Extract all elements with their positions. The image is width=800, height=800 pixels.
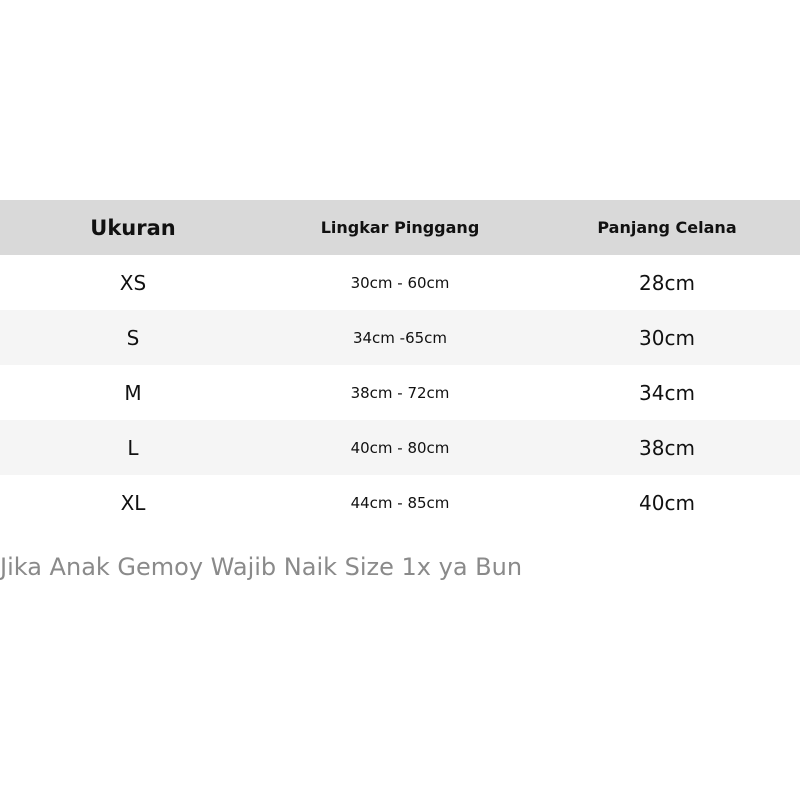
table-row — [0, 255, 800, 310]
table-row — [0, 420, 800, 475]
header-ukuran: Ukuran — [90, 215, 176, 240]
size-cell: XL — [120, 490, 146, 515]
table-header-row — [0, 200, 800, 255]
size-cell: L — [127, 435, 139, 460]
header-panjang-celana: Panjang Celana — [597, 218, 737, 237]
waist-cell: 40cm - 80cm — [350, 438, 450, 457]
length-cell: 34cm — [639, 380, 695, 405]
waist-cell: 30cm - 60cm — [350, 273, 450, 292]
table-row — [0, 310, 800, 365]
size-chart-table — [0, 200, 800, 530]
size-note: Jika Anak Gemoy Wajib Naik Size 1x ya Bun — [0, 553, 523, 581]
length-cell: 28cm — [639, 270, 695, 295]
length-cell: 38cm — [639, 435, 695, 460]
length-cell: 30cm — [639, 325, 695, 350]
size-cell: M — [124, 380, 142, 405]
header-lingkar-pinggang: Lingkar Pinggang — [320, 218, 480, 237]
length-cell: 40cm — [639, 490, 695, 515]
waist-cell: 34cm -65cm — [352, 328, 448, 347]
size-cell: XS — [119, 270, 147, 295]
table-row — [0, 475, 800, 530]
table-row — [0, 365, 800, 420]
waist-cell: 38cm - 72cm — [350, 383, 450, 402]
waist-cell: 44cm - 85cm — [350, 493, 450, 512]
size-cell: S — [126, 325, 140, 350]
